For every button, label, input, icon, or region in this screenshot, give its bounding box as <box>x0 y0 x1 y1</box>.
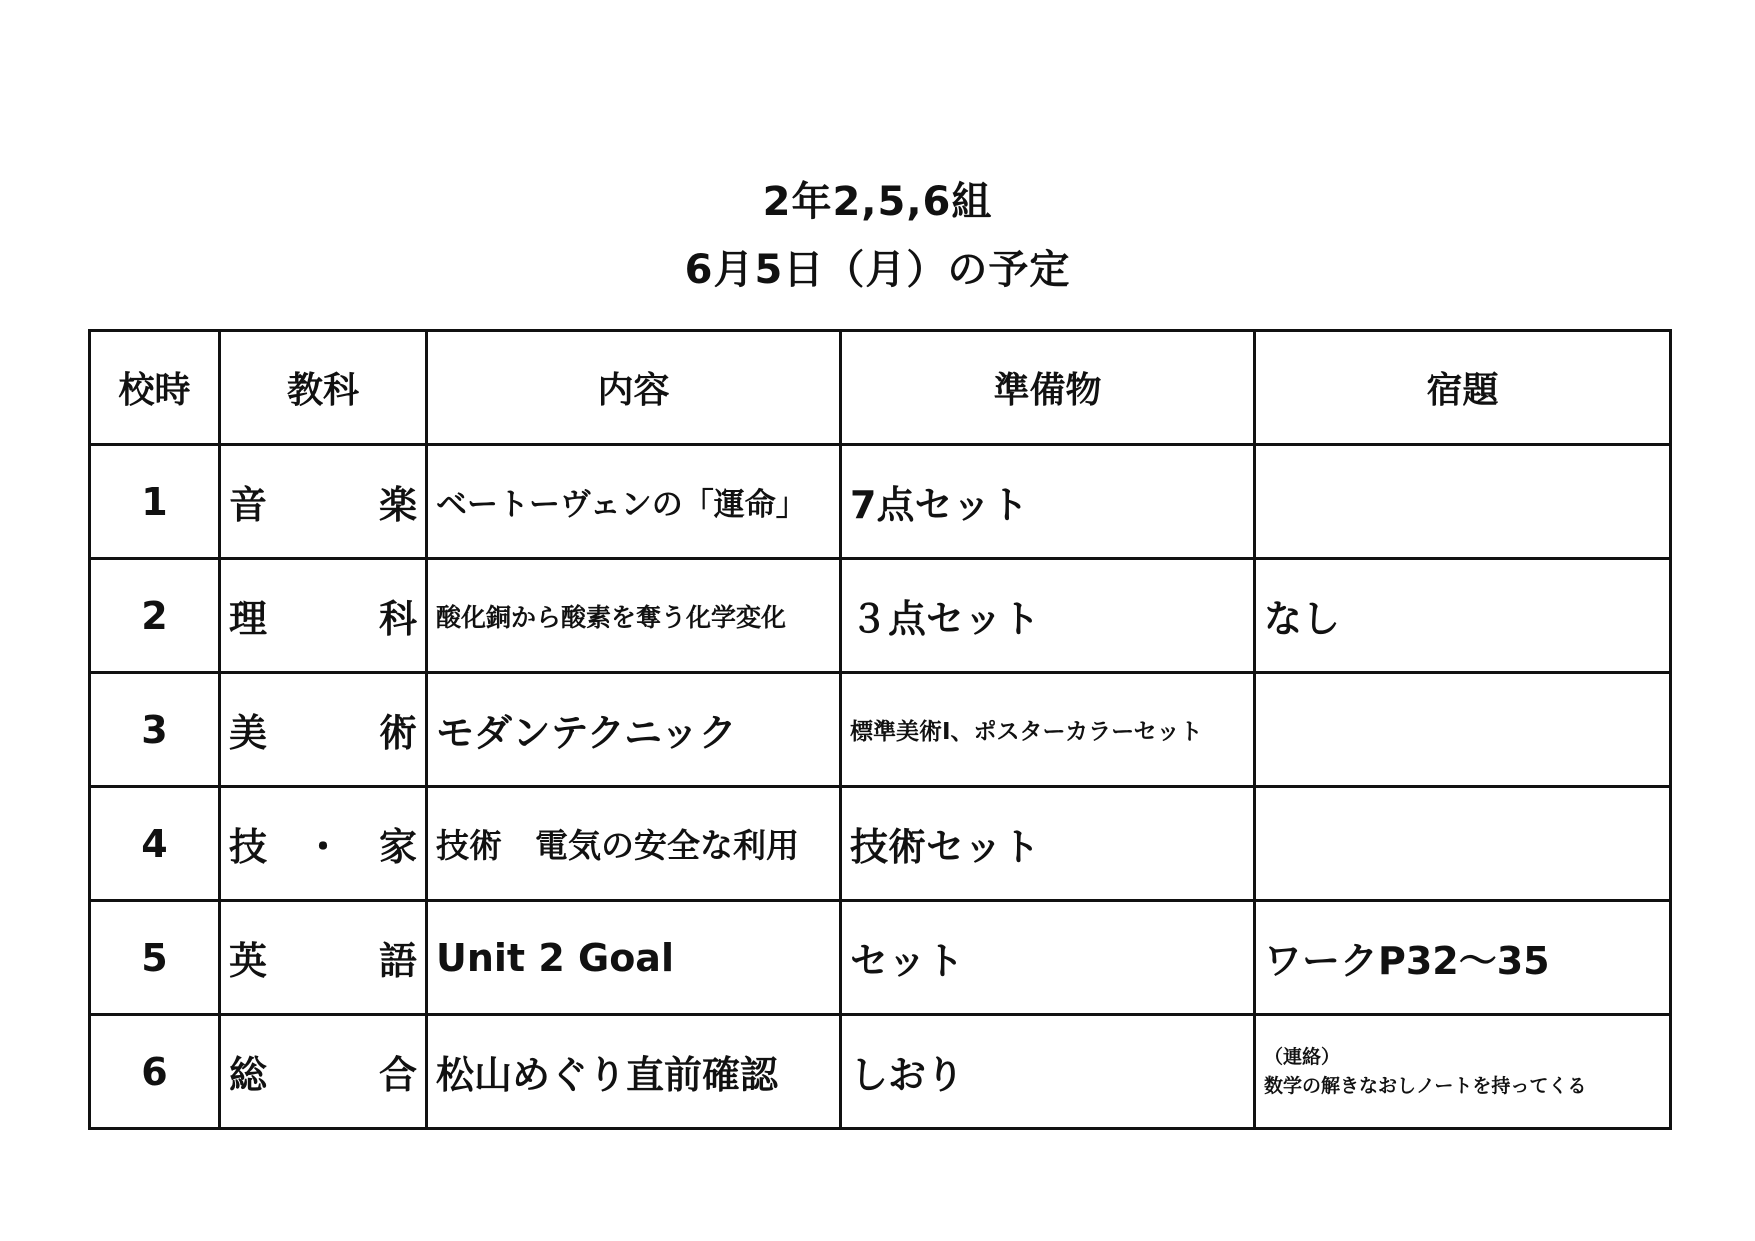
subject-cell <box>220 673 427 787</box>
period-cell: 1 <box>90 445 220 559</box>
table-row <box>90 1015 1671 1129</box>
items-cell: 標準美術Ⅰ、ポスターカラーセット <box>841 673 1255 787</box>
subject-char: 術 <box>378 711 417 755</box>
subject-cell <box>220 1015 427 1129</box>
content-cell: 技術 電気の安全な利用 <box>427 787 841 901</box>
header-subject: 教科 <box>220 331 427 445</box>
content-cell: ベートーヴェンの「運命」 <box>427 445 841 559</box>
header-homework: 宿題 <box>1255 331 1671 445</box>
period-cell: 6 <box>90 1015 220 1129</box>
items-cell: 7点セット <box>841 445 1255 559</box>
items-cell: ３点セット <box>841 559 1255 673</box>
subject-char: 楽 <box>378 483 417 527</box>
period-cell: 2 <box>90 559 220 673</box>
subject-char: ・ <box>303 825 342 869</box>
subject-cell <box>220 787 427 901</box>
homework-note <box>1264 1043 1661 1101</box>
table-row <box>90 673 1671 787</box>
subject-char: 家 <box>378 825 417 869</box>
items-cell: セット <box>841 901 1255 1015</box>
period-cell: 4 <box>90 787 220 901</box>
page-title <box>0 168 1755 304</box>
table-row <box>90 787 1671 901</box>
subject-char: 音 <box>229 483 268 527</box>
subject-char: 技 <box>229 825 268 869</box>
table-row <box>90 901 1671 1015</box>
subject-char: 英 <box>229 939 268 983</box>
note-label: （連絡） <box>1264 1045 1341 1068</box>
homework-cell <box>1255 673 1671 787</box>
items-cell: しおり <box>841 1015 1255 1129</box>
header-row <box>90 331 1671 445</box>
homework-cell <box>1255 1015 1671 1129</box>
homework-cell <box>1255 445 1671 559</box>
title-class: 2年2,5,6組 <box>762 179 993 225</box>
period-cell: 3 <box>90 673 220 787</box>
subject-char: 総 <box>229 1053 268 1097</box>
subject-char: 合 <box>378 1053 417 1097</box>
note-text: 数学の解きなおしノートを持ってくる <box>1264 1074 1587 1097</box>
content-cell: 松山めぐり直前確認 <box>427 1015 841 1129</box>
title-date: 6月5日（月）の予定 <box>684 247 1071 293</box>
subject-cell <box>220 559 427 673</box>
content-cell: Unit 2 Goal <box>427 901 841 1015</box>
homework-cell: なし <box>1255 559 1671 673</box>
subject-char: 語 <box>378 939 417 983</box>
subject-char: 理 <box>229 597 268 641</box>
subject-cell <box>220 445 427 559</box>
table-row <box>90 445 1671 559</box>
header-period: 校時 <box>90 331 220 445</box>
homework-cell: ワークP32～35 <box>1255 901 1671 1015</box>
schedule-table <box>88 329 1672 1130</box>
header-items: 準備物 <box>841 331 1255 445</box>
content-cell: モダンテクニック <box>427 673 841 787</box>
header-content: 内容 <box>427 331 841 445</box>
content-cell: 酸化銅から酸素を奪う化学変化 <box>427 559 841 673</box>
subject-cell <box>220 901 427 1015</box>
table-row <box>90 559 1671 673</box>
subject-char: 科 <box>378 597 417 641</box>
period-cell: 5 <box>90 901 220 1015</box>
homework-cell <box>1255 787 1671 901</box>
subject-char: 美 <box>229 711 268 755</box>
items-cell: 技術セット <box>841 787 1255 901</box>
